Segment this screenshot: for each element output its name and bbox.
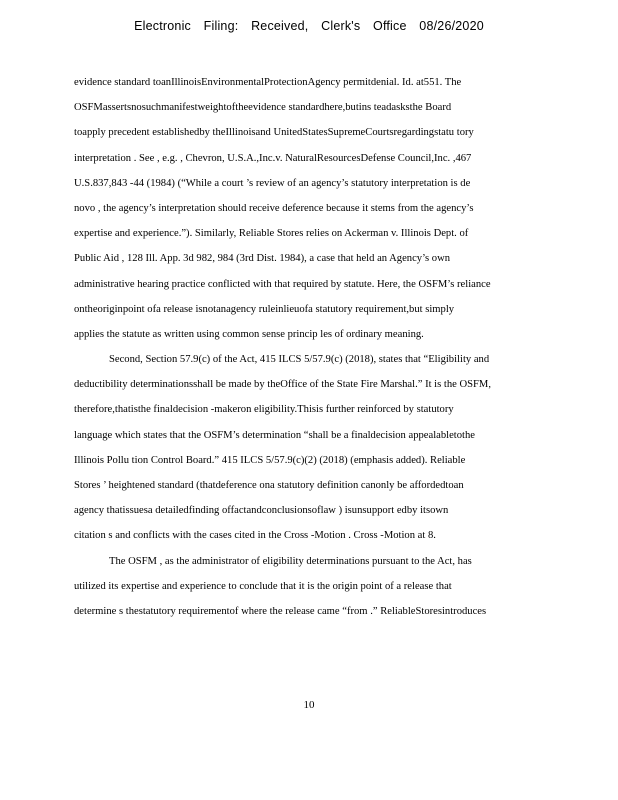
body-line-7 bbox=[74, 221, 540, 246]
document-body bbox=[74, 70, 540, 624]
body-line-4 bbox=[74, 146, 540, 171]
body-line-21 bbox=[74, 574, 540, 599]
body-line-13 bbox=[74, 372, 540, 397]
body-line-20 bbox=[74, 549, 540, 574]
body-line-18-text: agency thatissuesa detailedfinding offactandconclusionsoflaw ) isunsupport edby itsown bbox=[74, 505, 449, 517]
body-line-18 bbox=[74, 498, 540, 523]
body-line-4-text: interpretation . See , e.g. , Chevron, U.S.A.,Inc.v. NaturalResourcesDefense Council,Inc. ,467 bbox=[74, 152, 472, 164]
body-line-5 bbox=[74, 171, 540, 196]
body-line-19 bbox=[74, 523, 540, 548]
body-line-22 bbox=[74, 599, 540, 624]
body-line-3-text: toapply precedent establishedby theIllinoisand UnitedStatesSupremeCourtsregardingstatu tory bbox=[74, 127, 474, 139]
body-line-17 bbox=[74, 473, 540, 498]
body-line-1 bbox=[74, 70, 540, 95]
body-line-9-text: administrative hearing practice conflicted with that required by statute. Here, the OSFM’s reliance bbox=[74, 278, 491, 290]
body-line-6-text: novo , the agency’s interpretation should receive deference because it stems from the agency’s bbox=[74, 202, 474, 214]
body-line-10 bbox=[74, 297, 540, 322]
body-line-15 bbox=[74, 423, 540, 448]
body-line-22-text: determine s thestatutory requirementof where the release came “from .” ReliableStoresintroduces bbox=[74, 605, 487, 617]
page-number: 10 bbox=[303, 699, 315, 711]
body-line-19-text: citation s and conflicts with the cases cited in the Cross -Motion . Cross -Motion at 8. bbox=[74, 530, 436, 542]
body-line-17-text: Stores ’ heightened standard (thatdeference ona statutory definition canonly be affordedtoan bbox=[74, 480, 464, 491]
body-line-6 bbox=[74, 196, 540, 221]
body-line-7-text: expertise and experience.”). Similarly, Reliable Stores relies on Ackerman v. Illinois Dept. of bbox=[74, 228, 469, 240]
body-line-10-text: ontheoriginpoint ofa release isnotanagency ruleinlieuofa statutory requirement,but simply bbox=[74, 303, 455, 315]
body-line-12-text: Second, Section 57.9(c) of the Act, 415 ILCS 5/57.9(c) (2018), states that “Eligibility and bbox=[109, 354, 490, 366]
body-line-13-text: deductibility determinationsshall be made by theOffice of the State Fire Marshal.” It is the OSFM, bbox=[74, 379, 491, 391]
body-line-11-text: applies the statute as written using common sense princip les of ordinary meaning. bbox=[74, 328, 424, 340]
body-line-16 bbox=[74, 448, 540, 473]
body-line-8 bbox=[74, 246, 540, 271]
body-line-12 bbox=[74, 347, 540, 372]
body-line-11 bbox=[74, 322, 540, 347]
body-line-3 bbox=[74, 120, 540, 145]
body-line-2 bbox=[74, 95, 540, 120]
body-line-14 bbox=[74, 397, 540, 422]
body-line-21-text: utilized its expertise and experience to conclude that it is the origin point of a release that bbox=[74, 580, 452, 592]
body-line-1-text: evidence standard toanIllinoisEnvironmentalProtectionAgency permitdenial. Id. at551. The bbox=[74, 77, 462, 88]
body-line-15-text: language which states that the OSFM’s determination “shall be a finaldecision appealabletothe bbox=[74, 429, 475, 441]
body-line-9 bbox=[74, 272, 540, 297]
body-line-20-text: The OSFM , as the administrator of eligibility determinations pursuant to the Act, has bbox=[109, 555, 472, 567]
body-line-16-text: Illinois Pollu tion Control Board.” 415 ILCS 5/57.9(c)(2) (2018) (emphasis added). Reliable bbox=[74, 454, 466, 466]
filing-stamp-header: Electronic Filing: Received, Clerk's Office 08/26/2020 bbox=[134, 19, 484, 33]
body-line-14-text: therefore,thatisthe finaldecision -makeron eligibility.Thisis further reinforced by statutory bbox=[74, 404, 454, 416]
body-line-8-text: Public Aid , 128 Ill. App. 3d 982, 984 (3rd Dist. 1984), a case that held an Agency’s own bbox=[74, 253, 451, 265]
body-line-2-text: OSFMassertsnosuchmanifestweightoftheevidence standardhere,butins teadasksthe Board bbox=[74, 102, 452, 114]
body-line-5-text: U.S.837,843 -44 (1984) (“While a court ’s review of an agency’s statutory interpretation is de bbox=[74, 177, 471, 189]
